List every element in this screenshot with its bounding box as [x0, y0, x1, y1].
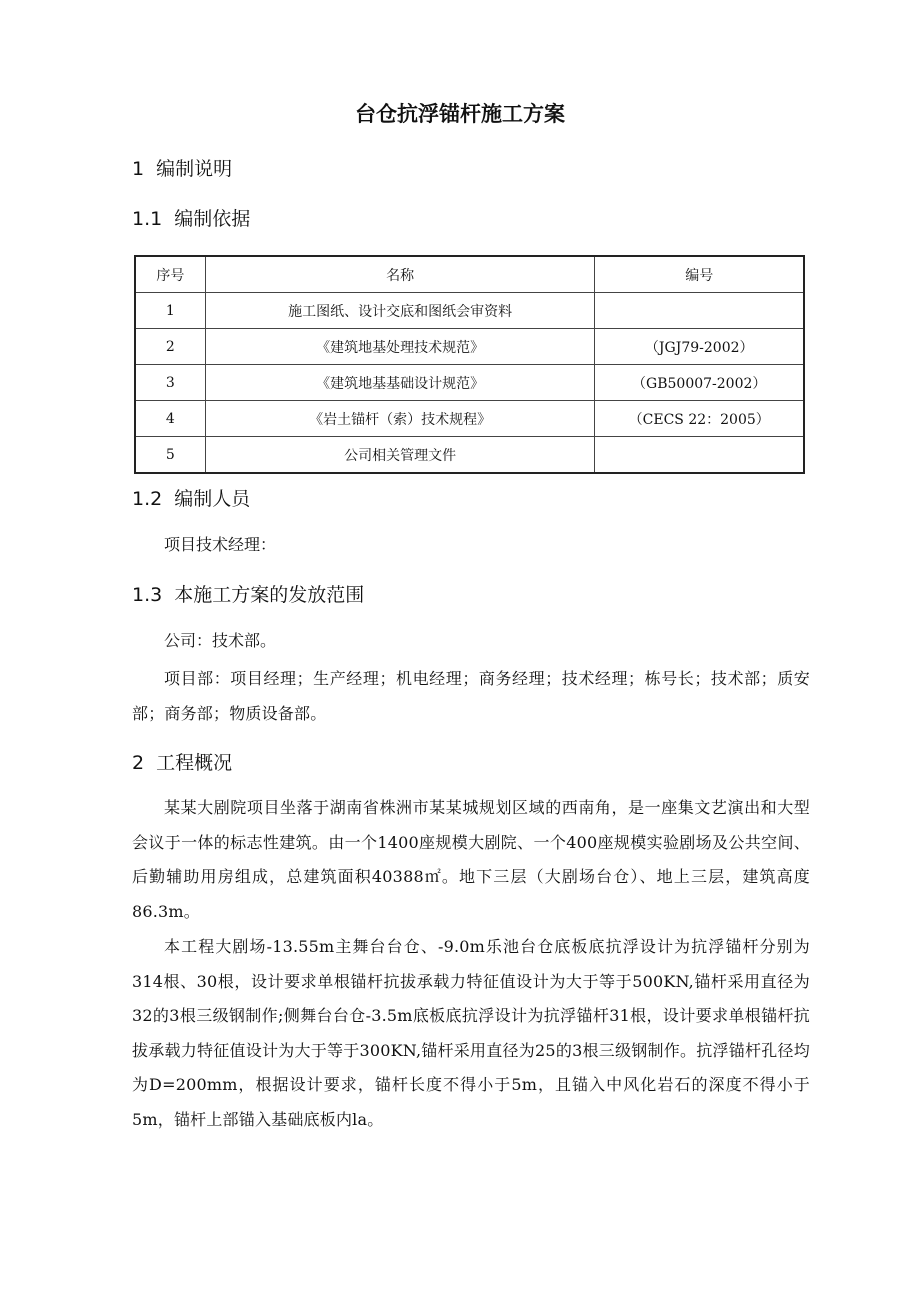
document-title: 台仓抗浮锚杆施工方案 — [355, 102, 565, 126]
section-1-1-heading — [132, 204, 250, 231]
section-1-2-heading — [132, 484, 250, 511]
header-cell-index: 序号 — [135, 256, 205, 293]
table-header-row — [135, 256, 804, 293]
project-department-paragraph: 项目部：项目经理；生产经理；机电经理；商务经理；技术经理；栋号长；技术部；质安部；商务部；物质设备部。 — [132, 669, 810, 723]
overview-paragraph-1: 某某大剧院项目坐落于湖南省株洲市某某城规划区域的西南角，是一座集文艺演出和大型会议于一体的标志性建筑。由一个1400座规模大剧院、一个400座规模实验剧场及公共空间、后勤辅助用房组成，总建筑面积40388㎡。地下三层（大剧场台仓）、地上三层，建筑高度86.3m。 — [132, 798, 810, 921]
table-cell: 5 — [135, 437, 205, 474]
section-number: 1.2 — [132, 488, 163, 510]
section-title: 编制说明 — [156, 158, 233, 180]
staff-line: 项目技术经理： — [164, 535, 277, 554]
table-cell: 《岩土锚杆（索）技术规程》 — [205, 401, 595, 437]
table-cell: 4 — [135, 401, 205, 437]
section-number: 1.1 — [132, 208, 163, 230]
header-cell-name: 名称 — [205, 256, 595, 293]
table-row — [135, 437, 804, 474]
company-line: 公司：技术部。 — [164, 631, 277, 650]
table-row — [135, 401, 804, 437]
table-row — [135, 329, 804, 365]
table-row — [135, 365, 804, 401]
table-cell — [595, 437, 804, 474]
table-cell: 2 — [135, 329, 205, 365]
table-cell: 《建筑地基基础设计规范》 — [205, 365, 595, 401]
table-cell: 3 — [135, 365, 205, 401]
section-1-3-heading — [132, 580, 364, 607]
section-title: 编制依据 — [174, 208, 251, 230]
overview-paragraph-2: 本工程大剧场-13.55m主舞台台仓、-9.0m乐池台仓底板底抗浮设计为抗浮锚杆分别为314根、30根，设计要求单根锚杆抗拔承载力特征值设计为大于等于500KN,锚杆采用直径为32的3根三级钢制作;侧舞台台仓-3.5m底板底抗浮设计为抗浮锚杆31根，设计要求单根锚杆抗拔承载力特征值设计为大于等于300KN,锚杆采用直径为25的3根三级钢制作。抗浮锚杆孔径均为D=200mm，根据设计要求，锚杆长度不得小于5m，且锚入中风化岩石的深度不得小于5m，锚杆上部锚入基础底板内la。 — [132, 937, 810, 1129]
section-1-heading — [132, 154, 232, 181]
section-number: 1 — [132, 158, 145, 180]
table-cell: 施工图纸、设计交底和图纸会审资料 — [205, 293, 595, 329]
table-cell: 1 — [135, 293, 205, 329]
section-number: 2 — [132, 752, 145, 774]
reference-table — [134, 255, 805, 474]
table-cell: 公司相关管理文件 — [205, 437, 595, 474]
table-cell: （JGJ79-2002） — [595, 329, 804, 365]
table-cell: 《建筑地基处理技术规范》 — [205, 329, 595, 365]
section-2-heading — [132, 748, 232, 775]
table-cell: （GB50007-2002） — [595, 365, 804, 401]
section-title: 工程概况 — [156, 752, 233, 774]
section-title: 本施工方案的发放范围 — [174, 584, 365, 606]
section-title: 编制人员 — [174, 488, 251, 510]
table-row — [135, 293, 804, 329]
table-cell: （CECS 22：2005） — [595, 401, 804, 437]
header-cell-code: 编号 — [595, 256, 804, 293]
section-number: 1.3 — [132, 584, 163, 606]
table-cell — [595, 293, 804, 329]
